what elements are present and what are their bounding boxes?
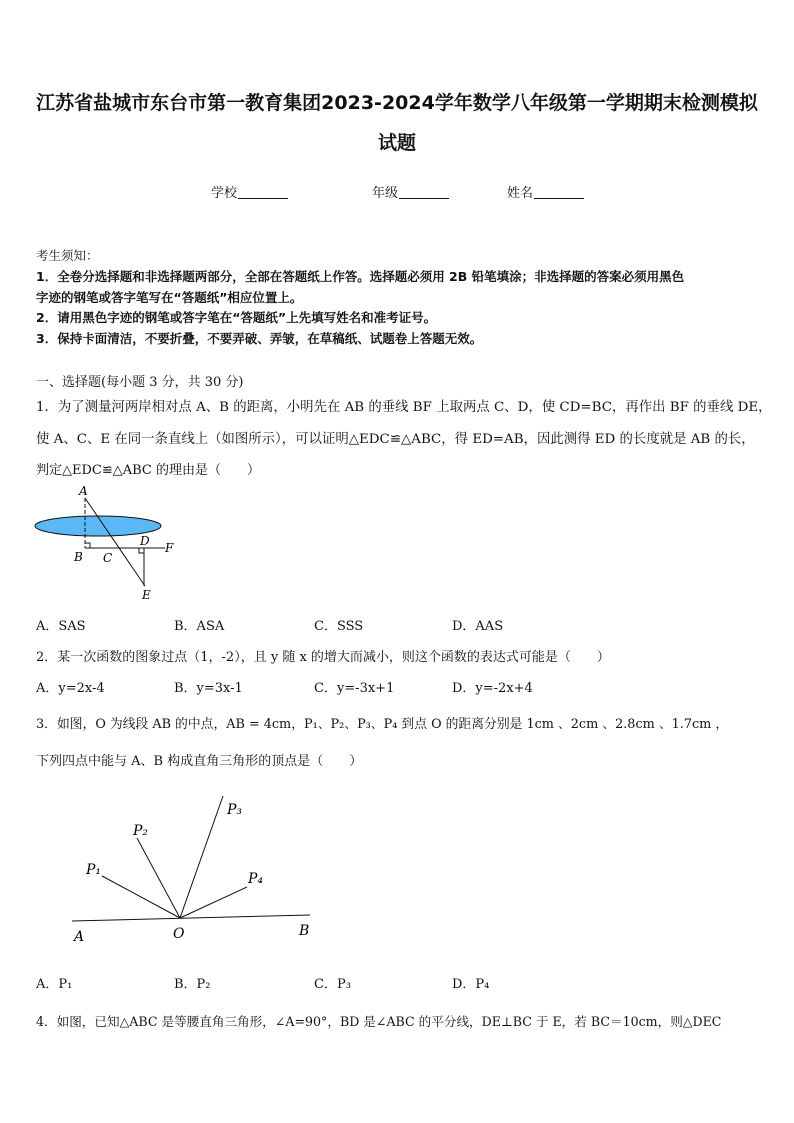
notice-item3: 3．保持卡面清洁，不要折叠，不要弄破、弄皱，在草稿纸、试题卷上答题无效。 — [36, 331, 483, 346]
q4-line1: 4．如图，已知△ABC 是等腰直角三角形，∠A=90°，BD 是∠ABC 的平分线，DE⊥BC 于 E，若 BC＝10cm，则△DEC — [36, 1014, 722, 1029]
q3-options — [36, 973, 756, 991]
q3-option-a[interactable]: A．P₁ — [36, 977, 73, 992]
right-angle-b — [85, 543, 90, 548]
q1-option-a[interactable]: A．SAS — [36, 619, 86, 634]
label-p2: P₂ — [133, 823, 149, 839]
label-p3: P₃ — [227, 802, 243, 818]
q1-option-b[interactable]: B．ASA — [174, 619, 225, 634]
school-blank[interactable] — [238, 185, 288, 199]
q3-option-d[interactable]: D．P₄ — [452, 977, 490, 992]
q2-option-b[interactable]: B．y=3x-1 — [174, 681, 243, 696]
label-p4: P₄ — [248, 871, 264, 887]
q1-line2: 使 A、C、E 在同一条直线上（如图所示），可以证明△EDC≌△ABC，得 ED=AB，因此测得 ED 的长度就是 AB 的长， — [36, 432, 755, 447]
school-label: 学校 — [211, 186, 238, 201]
name-label: 姓名 — [507, 186, 534, 201]
q2-option-c[interactable]: C．y=-3x+1 — [314, 681, 395, 696]
grade-field[interactable] — [372, 182, 449, 201]
q1-options — [36, 615, 756, 633]
q3-line1: 3．如图，O 为线段 AB 的中点，AB = 4cm，P₁、P₂、P₃、P₄ 到点 O 的距离分别是 1cm 、2cm 、2.8cm 、1.7cm ， — [36, 717, 729, 732]
student-info-fields — [0, 182, 794, 202]
q1-line1: 1．为了测量河两岸相对点 A、B 的距离，小明先在 AB 的垂线 BF 上取两点 C、D，使 CD=BC，再作出 BF 的垂线 DE， — [36, 400, 772, 415]
label-b: B — [74, 550, 83, 564]
segment-op4 — [180, 887, 247, 918]
segment-op3 — [180, 796, 223, 918]
label-o: O — [173, 926, 185, 942]
q1-line3: 判定△EDC≌△ABC 的理由是（ ） — [36, 463, 261, 478]
q2-option-a[interactable]: A．y=2x-4 — [36, 681, 105, 696]
exam-title-line1: 江苏省盐城市东台市第一教育集团2023-2024学年数学八年级第一学期期末检测模拟 — [36, 92, 758, 114]
segment-ab — [72, 915, 310, 921]
q3-option-c[interactable]: C．P₃ — [314, 977, 351, 992]
label-f: F — [165, 541, 174, 555]
label-a: A — [79, 484, 88, 498]
label-d: D — [140, 534, 150, 548]
school-field[interactable] — [211, 182, 288, 201]
notice-item1-line1: 1．全卷分选择题和非选择题两部分，全部在答题纸上作答。选择题必须用 2B 铅笔填涂；非选择题的答案必须用黑色 — [36, 269, 685, 284]
river-ellipse — [35, 516, 161, 536]
label-c: C — [103, 551, 113, 565]
section-heading: 一、选择题(每小题 3 分，共 30 分) — [36, 375, 244, 390]
q2-options — [36, 677, 756, 695]
q3-option-b[interactable]: B．P₂ — [174, 977, 211, 992]
notice-item1-line2: 字迹的钢笔或答字笔写在“答题纸”相应位置上。 — [36, 290, 303, 305]
label-a-q3: A — [74, 929, 85, 945]
exam-title-line2: 试题 — [377, 132, 416, 154]
line-ae — [85, 498, 145, 586]
q3-line2: 下列四点中能与 A、B 构成直角三角形的顶点是（ ） — [36, 754, 363, 769]
q3-diagram — [60, 790, 330, 950]
label-b-q3: B — [299, 923, 310, 939]
q1-option-c[interactable]: C．SSS — [314, 619, 364, 634]
right-angle-d — [139, 548, 144, 553]
name-blank[interactable] — [534, 185, 584, 199]
q1-diagram — [30, 480, 190, 605]
notice-item2: 2．请用黑色字迹的钢笔或答字笔在“答题纸”上先填写姓名和准考证号。 — [36, 310, 437, 325]
grade-blank[interactable] — [399, 185, 449, 199]
label-e: E — [142, 588, 151, 602]
notice-heading: 考生须知： — [36, 248, 99, 263]
grade-label: 年级 — [372, 186, 399, 201]
q2-line1: 2．某一次函数的图象过点（1，-2），且 y 随 x 的增大而减小，则这个函数的表达式可能是（ ） — [36, 650, 610, 665]
q1-option-d[interactable]: D．AAS — [452, 619, 504, 634]
name-field[interactable] — [507, 182, 584, 201]
label-p1: P₁ — [86, 862, 102, 878]
q2-option-d[interactable]: D．y=-2x+4 — [452, 681, 533, 696]
